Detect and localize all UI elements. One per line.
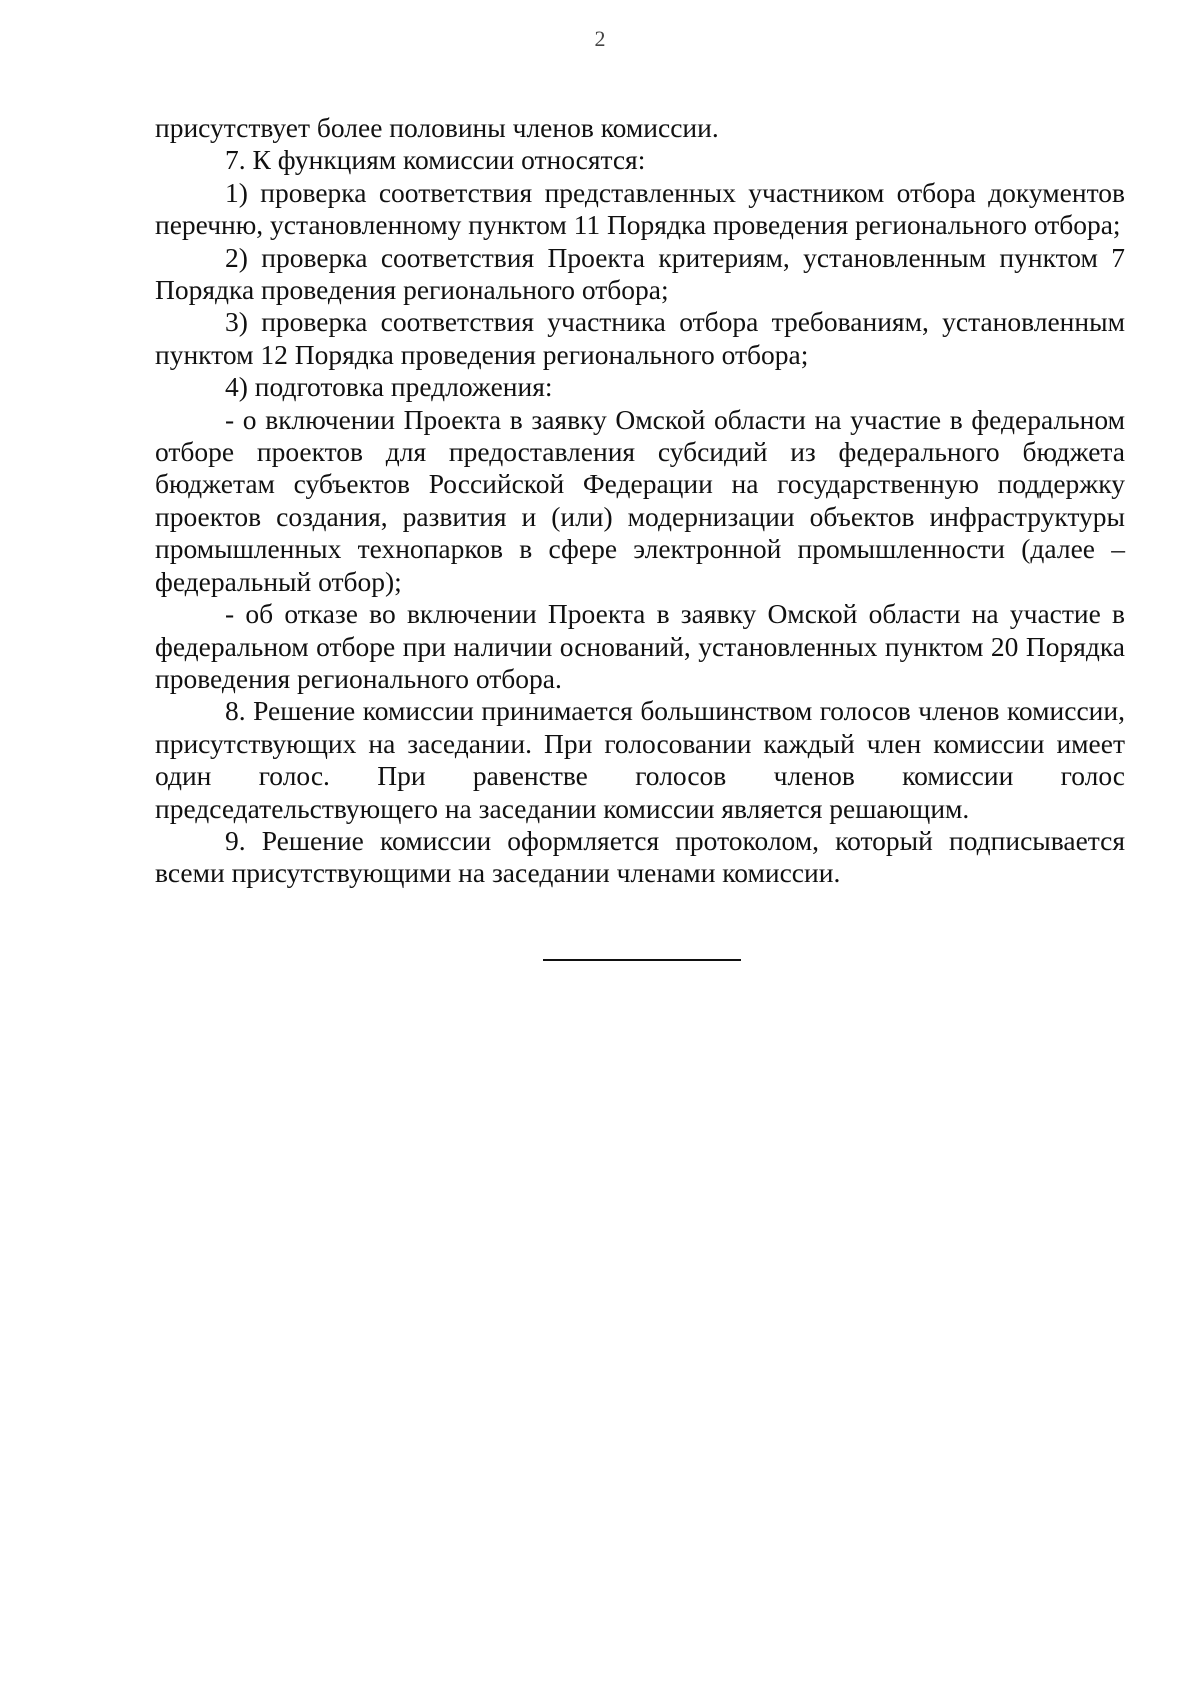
- paragraph-dash-refuse: - об отказе во включении Проекта в заявку Омской области на участие в федеральном отборе при наличии оснований, установленных пунктом 20 Порядка проведения регионального отбора.: [155, 598, 1125, 694]
- page-number: 2: [594, 26, 606, 51]
- paragraph-subitem-2: 2) проверка соответствия Проекта критериям, установленным пунктом 7 Порядка проведения регионального отбора;: [155, 241, 1125, 306]
- paragraph-continuation: присутствует более половины членов комиссии.: [155, 112, 719, 143]
- paragraph-subitem-3: 3) проверка соответствия участника отбора требованиям, установленным пунктом 12 Порядка проведения регионального отбора;: [155, 306, 1125, 370]
- document-body: [155, 112, 1125, 890]
- paragraph-subitem-4: 4) подготовка предложения:: [225, 371, 553, 403]
- paragraph-item-7: 7. К функциям комиссии относятся:: [225, 144, 646, 176]
- paragraph-dash-include: - о включении Проекта в заявку Омской области на участие в федеральном отборе проектов для предоставления субсидий из федерального бюджета бюджетам субъектов Российской Федерации на государственную поддержку проектов создания, развития и (или) модернизации объектов инфраструктуры промышленных технопарков в сфере электронной промышленности (далее – федеральный отбор);: [155, 403, 1125, 597]
- closing-divider-line: [543, 959, 741, 961]
- paragraph-item-9: 9. Решение комиссии оформляется протоколом, который подписывается всеми присутствующими на заседании членами комиссии.: [155, 824, 1125, 889]
- paragraph-subitem-1: 1) проверка соответствия представленных участником отбора документов перечню, установленному пунктом 11 Порядка проведения регионального отбора;: [155, 176, 1125, 241]
- paragraph-item-8: 8. Решение комиссии принимается большинством голосов членов комиссии, присутствующих на заседании. При голосовании каждый член комиссии имеет один голос. При равенстве голосов членов комиссии голос председательствующего на заседании комиссии является решающим.: [155, 695, 1125, 824]
